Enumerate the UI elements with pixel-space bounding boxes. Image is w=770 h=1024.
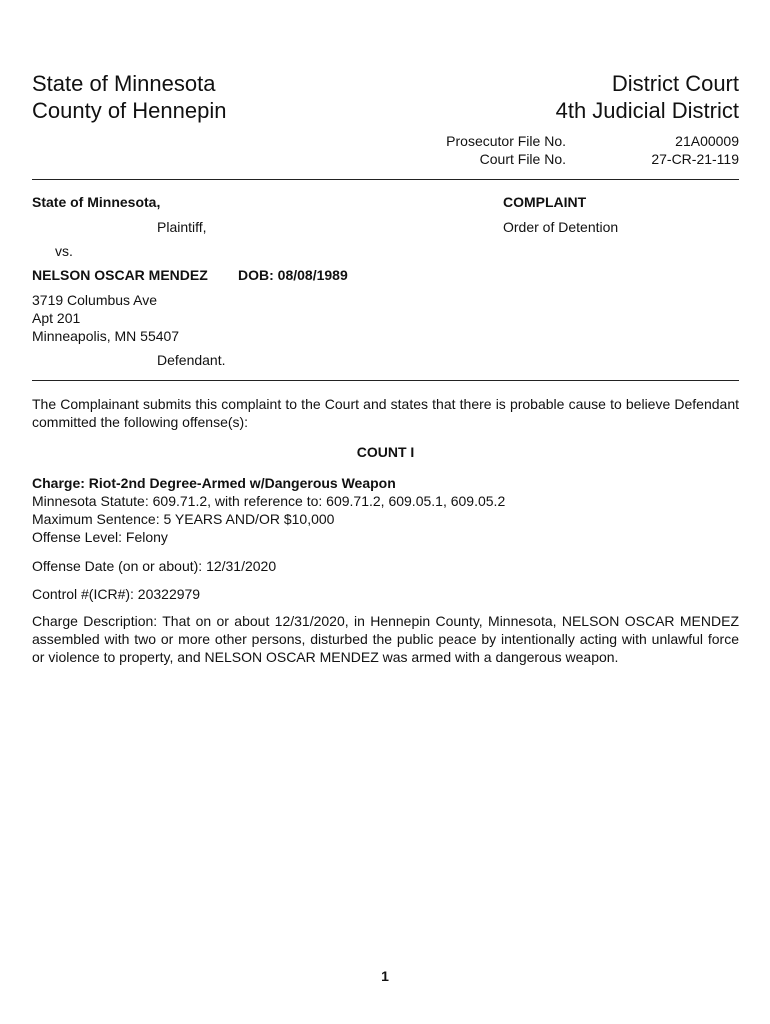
prosecutor-file-number: 21A00009	[675, 133, 739, 149]
plaintiff-name: State of Minnesota,	[32, 194, 161, 210]
court-file-number: 27-CR-21-119	[651, 151, 739, 167]
offense-level-line: Offense Level: Felony	[32, 529, 168, 545]
court-heading: District Court	[611, 71, 739, 96]
order-type: Order of Detention	[503, 219, 619, 235]
address-line-1: 3719 Columbus Ave	[32, 292, 158, 308]
defendant-role: Defendant.	[157, 352, 226, 368]
versus-label: vs.	[55, 243, 73, 259]
plaintiff-role: Plaintiff,	[157, 219, 207, 235]
prosecutor-file-label: Prosecutor File No.	[446, 133, 566, 149]
document-type: COMPLAINT	[503, 194, 587, 210]
state-heading: State of Minnesota	[32, 71, 216, 96]
statute-line: Minnesota Statute: 609.71.2, with reference to: 609.71.2, 609.05.1, 609.05.2	[32, 493, 506, 509]
address-line-2: Apt 201	[32, 310, 81, 326]
offense-date-line: Offense Date (on or about): 12/31/2020	[32, 558, 277, 574]
intro-paragraph: The Complainant submits this complaint to the Court and states that there is probable cause to believe Defendant committed the following offense(s):	[32, 396, 739, 430]
control-number-line: Control #(ICR#): 20322979	[32, 586, 201, 602]
charge-title: Charge: Riot-2nd Degree-Armed w/Dangerous Weapon	[32, 475, 396, 491]
county-heading: County of Hennepin	[32, 98, 227, 123]
defendant-name: NELSON OSCAR MENDEZ	[32, 267, 208, 283]
page-number: 1	[381, 968, 389, 984]
district-heading: 4th Judicial District	[555, 98, 739, 123]
court-file-label: Court File No.	[479, 151, 566, 167]
charge-description: Charge Description: That on or about 12/31/2020, in Hennepin County, Minnesota, NELSON OSCAR MENDEZ assembled with two or more other persons, disturbed the public peace by intentionally acting with unlawful force or violence to property, and NELSON OSCAR MENDEZ was armed with a dangerous weapon.	[32, 613, 739, 665]
header-divider	[32, 179, 739, 180]
max-sentence-line: Maximum Sentence: 5 YEARS AND/OR $10,000	[32, 511, 335, 527]
caption-divider	[32, 380, 739, 381]
address-line-3: Minneapolis, MN 55407	[32, 328, 180, 344]
count-heading: COUNT I	[356, 444, 415, 460]
defendant-dob: DOB: 08/08/1989	[238, 267, 348, 283]
